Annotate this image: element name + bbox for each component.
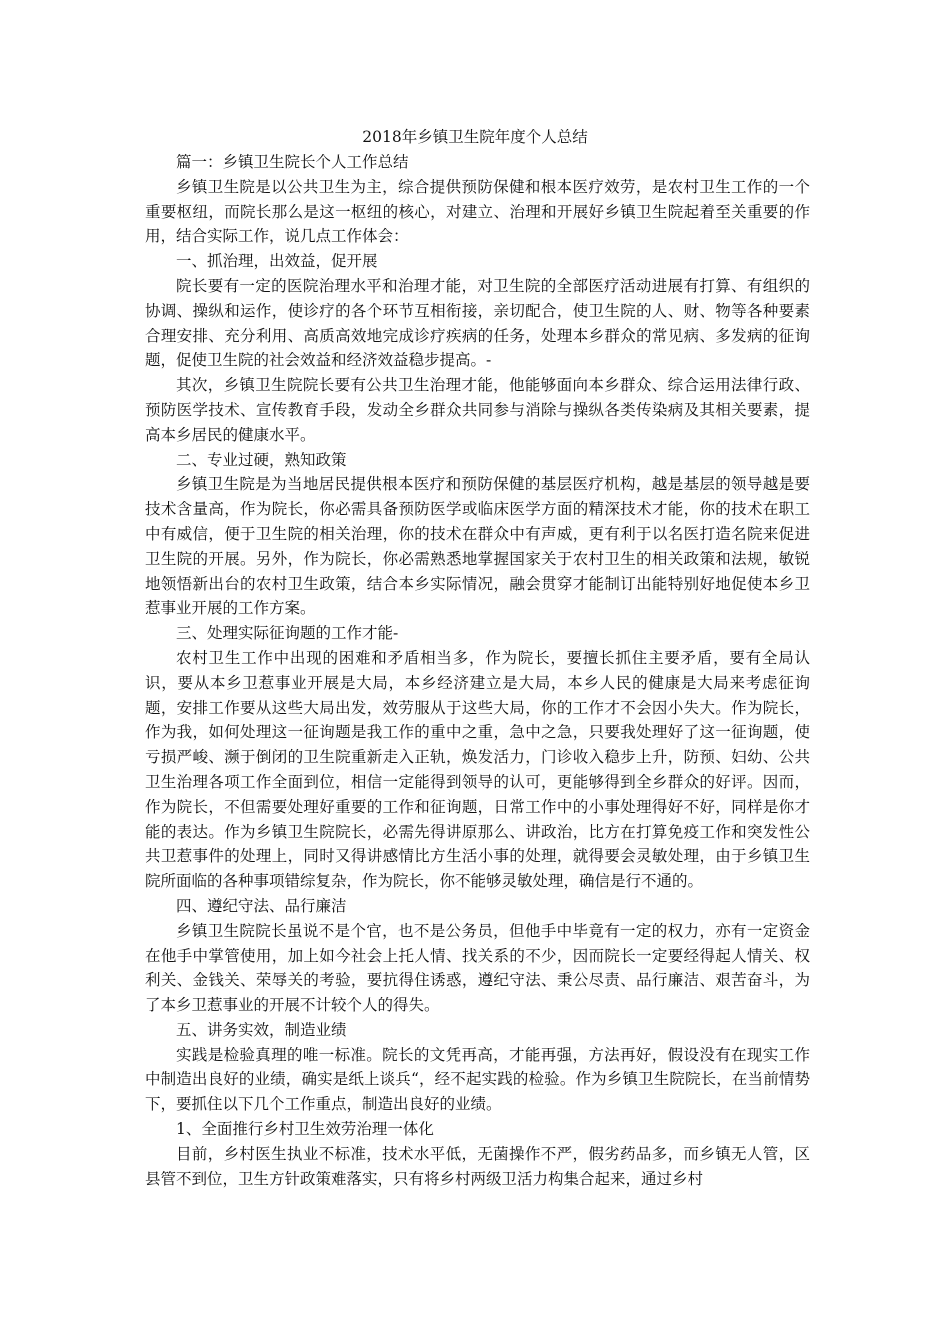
section-heading: 三、处理实际征询题的工作才能-	[176, 624, 399, 643]
section-heading: 篇一：乡镇卫生院长个人工作总结	[176, 153, 409, 171]
paragraph: 乡镇卫生院是为当地居民提供根本医疗和预防保健的基层医疗机构，越是基层的领导越是要技术含量高，作为院长，你必需具备预防医学或临床医学方面的精深技术才能，你的技术在职工中有威信，便于卫生院的相关治理，你的技术在群众中有声威，更有利于以名医打造名院来促进卫生院的开展。另外，作为院长，你必需熟悉地掌握国家关于农村卫生的相关政策和法规，敏锐地领悟新出台的农村卫生政策，结合本乡实际情况，融会贯穿才能制订出能特别好地促使本乡卫惹事业开展的工作方案。	[145, 475, 810, 618]
paragraph: 实践是检验真理的唯一标准。院长的文凭再高，才能再强，方法再好，假设没有在现实工作中制造出良好的业绩，确实是纸上谈兵“，经不起实践的检验。作为乡镇卫生院院长，在当前情势下，要抓住以下几个工作重点，制造出良好的业绩。	[145, 1045, 810, 1114]
paragraph: 院长要有一定的医院治理水平和治理才能，对卫生院的全部医疗活动进展有打算、有组织的协调、操纵和运作，使诊疗的各个环节互相衔接，亲切配合，使卫生院的人、财、物等各种要素合理安排、充分利用、高质高效地完成诊疗疾病的任务，处理本乡群众的常见病、多发病的征询题，促使卫生院的社会效益和经济效益稳步提高。-	[145, 276, 810, 370]
section-heading: 一、抓治理，出效益，促开展	[176, 252, 378, 271]
paragraph: 农村卫生工作中出现的困难和矛盾相当多，作为院长，要擅长抓住主要矛盾，要有全局认识，要从本乡卫惹事业开展是大局，本乡经济建立是大局，本乡人民的健康是大局来考虑征询题，安排工作要从这些大局出发，效劳服从于这些大局，你的工作才不会因小失大。作为院长，作为我，如何处理这一征询题是我工作的重中之重，急中之急，只要我处理好了这一征询题，使亏损严峻、濒于倒闭的卫生院重新走入正轨，焕发活力，门诊收入稳步上升，防预、妇幼、公共卫生治理各项工作全面到位，相信一定能得到领导的认可，更能够得到全乡群众的好评。因而，作为院长，不但需要处理好重要的工作和征询题，日常工作中的小事处理得好不好，同样是你才能的表达。作为乡镇卫生院院长，必需先得讲原那么、讲政治，比方在打算免疫工作和突发性公共卫惹事件的处理上，同时又得讲感情比方生活小事的处理，就得要会灵敏处理，由于乡镇卫生院所面临的各种事项错综复杂，作为院长，你不能够灵敏处理，确信是行不通的。	[145, 648, 810, 891]
section-heading: 二、专业过硬，熟知政策	[176, 450, 347, 469]
paragraph: 目前，乡村医生执业不标准，技术水平低，无菌操作不严，假劣药品多，而乡镇无人管，区县管不到位，卫生方针政策难落实，只有将乡村两级卫活力构集合起来，通过乡村	[145, 1144, 810, 1188]
paragraph: 其次，乡镇卫生院院长要有公共卫生治理才能，他能够面向本乡群众、综合运用法律行政、预防医学技术、宣传教育手段，发动全乡群众共同参与消除与操纵各类传染病及其相关要素，提高本乡居民的健康水平。	[145, 376, 810, 444]
paragraph: 乡镇卫生院院长虽说不是个官，也不是公务员，但他手中毕竟有一定的权力，亦有一定资金在他手中掌管使用，加上如今社会上托人情、找关系的不少，因而院长一定要经得起人情关、权利关、金钱关、荣辱关的考验，要抗得住诱惑，遵纪守法、秉公尽责、品行廉洁、艰苦奋斗，为了本乡卫惹事业的开展不计较个人的得失。	[145, 921, 810, 1015]
document-body	[145, 150, 810, 1191]
document-title: 2018年乡镇卫生院年度个人总结	[362, 128, 588, 146]
paragraph: 乡镇卫生院是以公共卫生为主，综合提供预防保健和根本医疗效劳，是农村卫生工作的一个重要枢纽，而院长那么是这一枢纽的核心，对建立、治理和开展好乡镇卫生院起着至关重要的作用，结合实际工作，说几点工作体会：	[145, 177, 810, 246]
section-heading: 四、遵纪守法、品行廉洁	[176, 896, 347, 915]
section-heading: 1、全面推行乡村卫生效劳治理一体化	[176, 1120, 434, 1139]
section-heading: 五、讲务实效，制造业绩	[176, 1020, 347, 1039]
